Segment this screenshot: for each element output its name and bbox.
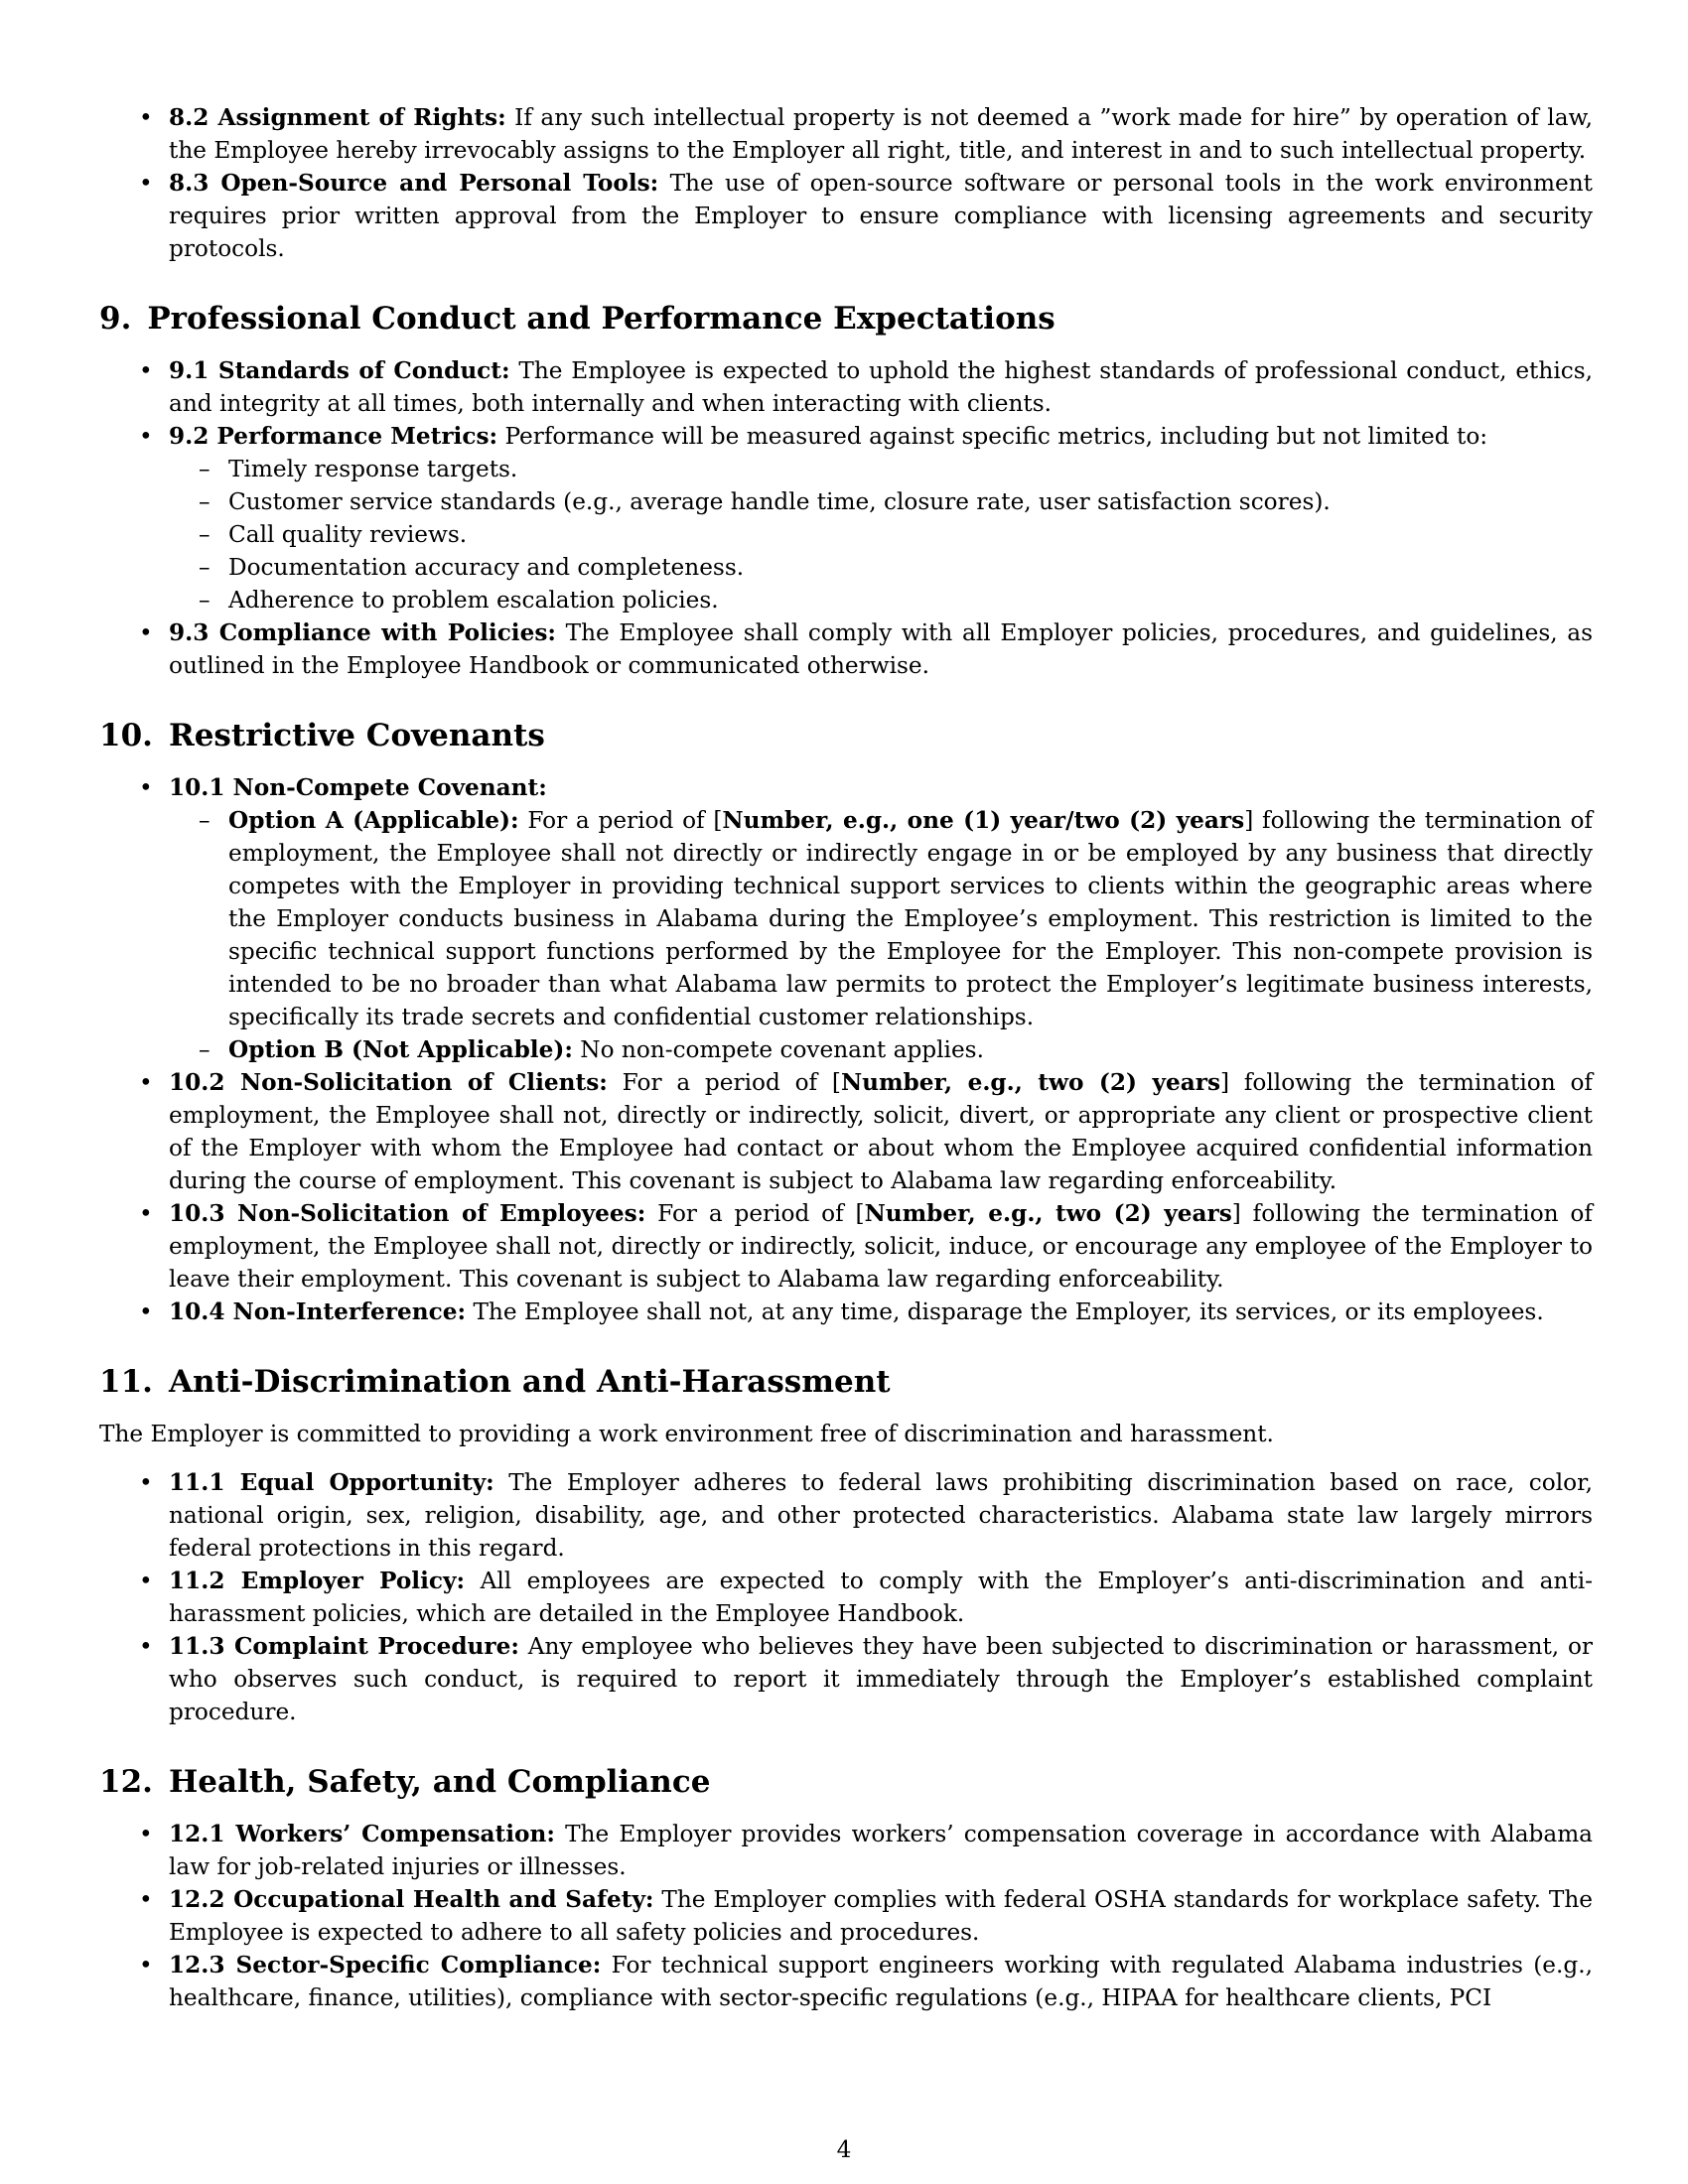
section-8-list xyxy=(99,101,1593,265)
item-label: 8.2 Assignment of Rights: xyxy=(169,104,506,131)
option-text: ] following the termination of employment, the Employee shall not directly or indirectly engage in or be employed by any business that directly competes with the Employer in providing technical support services to clients within the geographic areas where the Employer conducts business in Alabama during the Employee’s employment. This restriction is limited to the specific technical support functions performed by the Employee for the Employer. This non-compete provision is intended to be no broader than what Alabama law permits to protect the Employer’s legitimate business interests, specifically its trade secrets and confidential customer relationships. xyxy=(228,807,1593,1030)
page-number: 4 xyxy=(836,2136,852,2163)
item-label: 12.2 Occupational Health and Safety: xyxy=(169,1886,654,1913)
list-item xyxy=(99,1630,1593,1728)
section-12-list xyxy=(99,1818,1593,2014)
item-text: The Employer adheres to federal laws prohibiting discrimination based on race, color, national origin, sex, religion, disability, age, and other protected characteristics. Alabama state law largely mirrors federal protections in this regard. xyxy=(169,1469,1593,1562)
item-label: 10.4 Non-Interference: xyxy=(169,1298,467,1325)
item-label: 11.1 Equal Opportunity: xyxy=(169,1469,494,1496)
item-text: If any such intellectual property is not deemed a ”work made for hire” by operation of law, the Employee hereby irrevocably assigns to the Employer all right, title, and interest in and to such intellectual property. xyxy=(169,104,1593,164)
placeholder-value: Number, e.g., two (2) years xyxy=(840,1069,1220,1096)
section-9-heading xyxy=(99,299,1593,339)
item-text: All employees are expected to comply with the Employer’s anti-discrimination and anti-harassment policies, which are detailed in the Employee Handbook. xyxy=(169,1568,1594,1627)
item-text: The Employee is expected to uphold the highest standards of professional conduct, ethics, and integrity at all times, both internally and when interacting with clients. xyxy=(169,357,1593,417)
sub-list-item: – Documentation accuracy and completeness. xyxy=(169,551,1593,584)
list-item xyxy=(99,616,1593,682)
sub-list-item xyxy=(169,1033,1593,1066)
item-text: For technical support engineers working with regulated Alabama industries (e.g., healthcare, finance, utilities), compliance with sector-specific regulations (e.g., HIPAA for healthcare clients, PCI xyxy=(169,1952,1593,2011)
item-label: 9.2 Performance Metrics: xyxy=(169,423,498,450)
non-compete-options xyxy=(169,804,1593,1066)
section-10-heading xyxy=(99,716,1593,755)
section-title: Restrictive Covenants xyxy=(168,718,545,753)
list-item xyxy=(99,354,1593,420)
item-label: 12.3 Sector-Specific Compliance: xyxy=(169,1952,602,1979)
list-item xyxy=(99,1883,1593,1949)
item-text: Any employee who believes they have been subjected to discrimination or harassment, or who observes such conduct, is required to report it immediately through the Employer’s established complaint procedure. xyxy=(169,1633,1593,1725)
sub-list-item: – Timely response targets. xyxy=(169,453,1593,485)
item-label: 9.1 Standards of Conduct: xyxy=(169,357,510,384)
option-text: For a period of [ xyxy=(527,807,723,834)
item-text: The Employer complies with federal OSHA standards for workplace safety. The Employee is expected to adhere to all safety policies and procedures. xyxy=(169,1886,1594,1946)
option-label: Option A (Applicable): xyxy=(228,807,519,834)
item-text: The Employee shall not, at any time, disparage the Employer, its services, or its employees. xyxy=(473,1298,1544,1325)
list-item xyxy=(99,167,1593,265)
list-item xyxy=(99,1466,1593,1565)
section-9-list xyxy=(99,354,1593,682)
item-text: The Employee shall comply with all Employer policies, procedures, and guidelines, as outlined in the Employee Handbook or communicated otherwise. xyxy=(169,619,1593,679)
sub-list-item: – Customer service standards (e.g., average handle time, closure rate, user satisfaction scores). xyxy=(169,485,1593,518)
item-text: The Employer provides workers’ compensation coverage in accordance with Alabama law for job-related injuries or illnesses. xyxy=(169,1821,1594,1880)
section-intro: The Employer is committed to providing a work environment free of discrimination and harassment. xyxy=(99,1421,1274,1447)
item-label: 10.1 Non-Compete Covenant: xyxy=(169,774,547,801)
section-title: Professional Conduct and Performance Expectations xyxy=(147,301,1055,337)
item-label: 11.3 Complaint Procedure: xyxy=(169,1633,519,1660)
item-text: The use of open-source software or personal tools in the work environment requires prior written approval from the Employer to ensure compliance with licensing agreements and security protocols. xyxy=(169,170,1593,262)
sub-list-item xyxy=(169,804,1593,1033)
item-text: For a period of [ xyxy=(622,1069,841,1096)
section-number: 10. xyxy=(99,718,153,753)
option-text: No non-compete covenant applies. xyxy=(580,1036,984,1063)
option-label: Option B (Not Applicable): xyxy=(228,1036,573,1063)
list-item xyxy=(99,1565,1593,1630)
section-title: Anti-Discrimination and Anti-Harassment xyxy=(168,1364,891,1400)
list-item xyxy=(99,771,1593,1066)
list-item xyxy=(99,1066,1593,1197)
section-11-list xyxy=(99,1466,1593,1728)
section-10-list xyxy=(99,771,1593,1328)
sub-list-item: – Call quality reviews. xyxy=(169,518,1593,551)
sub-list-item: – Adherence to problem escalation policies. xyxy=(169,584,1593,616)
section-number: 11. xyxy=(99,1364,153,1400)
placeholder-value: Number, e.g., two (2) years xyxy=(864,1200,1232,1227)
list-item xyxy=(99,1949,1593,2014)
item-text: For a period of [ xyxy=(657,1200,865,1227)
placeholder-value: Number, e.g., one (1) year/two (2) years xyxy=(722,807,1245,834)
item-text: Performance will be measured against specific metrics, including but not limited to: xyxy=(504,423,1488,450)
document-page xyxy=(99,101,1593,2014)
section-11-heading xyxy=(99,1362,1593,1402)
item-label: 10.3 Non-Solicitation of Employees: xyxy=(169,1200,646,1227)
list-item xyxy=(99,420,1593,616)
item-label: 11.2 Employer Policy: xyxy=(169,1568,466,1594)
list-item xyxy=(99,101,1593,167)
section-title: Health, Safety, and Compliance xyxy=(168,1764,711,1800)
item-text: ] following the termination of employment, the Employee shall not, directly or indirectly, solicit, divert, or appropriate any client or prospective client of the Employer with whom the Employee had contact or about whom the Employee acquired confidential information during the course of employment. This covenant is subject to Alabama law regarding enforceability. xyxy=(169,1069,1593,1194)
item-label: 12.1 Workers’ Compensation: xyxy=(169,1821,555,1847)
performance-metrics-sublist xyxy=(169,453,1593,616)
list-item xyxy=(99,1296,1593,1328)
section-12-heading xyxy=(99,1762,1593,1802)
section-number: 12. xyxy=(99,1764,153,1800)
item-label: 9.3 Compliance with Policies: xyxy=(169,619,556,646)
list-item xyxy=(99,1818,1593,1883)
list-item xyxy=(99,1197,1593,1296)
item-label: 10.2 Non-Solicitation of Clients: xyxy=(169,1069,608,1096)
section-number: 9. xyxy=(99,301,132,337)
item-label: 8.3 Open-Source and Personal Tools: xyxy=(169,170,659,197)
item-text: ] following the termination of employment, the Employee shall not, directly or indirectly, solicit, induce, or encourage any employee of the Employer to leave their employment. This covenant is subject to Alabama law regarding enforceability. xyxy=(169,1200,1593,1293)
